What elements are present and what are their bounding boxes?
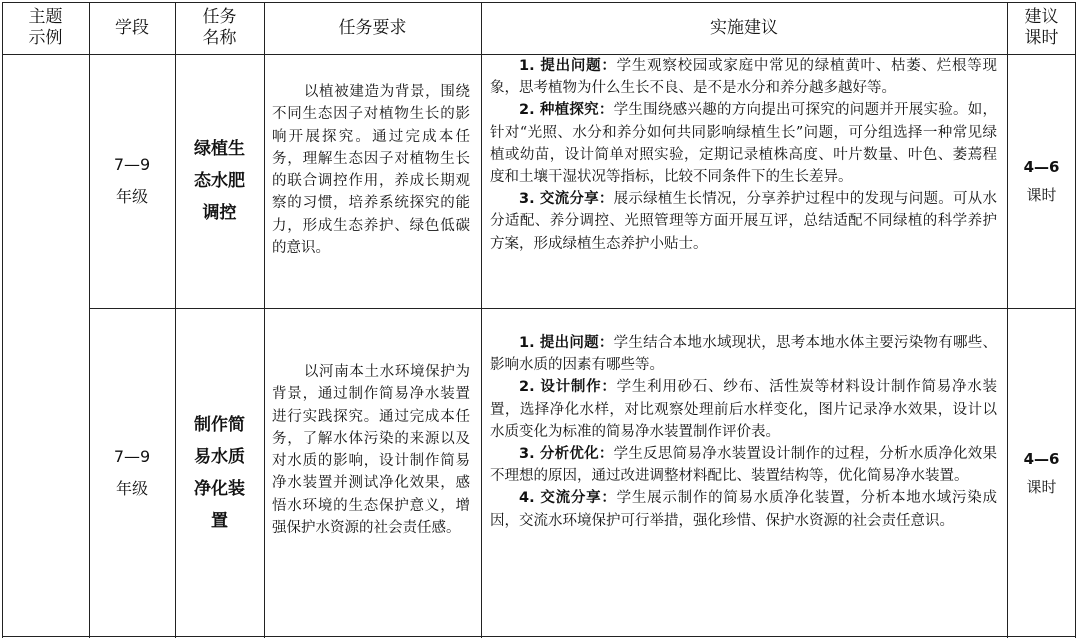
header-requirement-label: 任务要求: [338, 17, 407, 38]
header-divider: [2, 54, 1076, 55]
row-1-task-name-line-3: 调控: [202, 203, 237, 223]
row-1-task-name: [175, 54, 264, 308]
row-1-suggestions: [481, 55, 1007, 255]
suggestion-label: 3. 交流分享：: [519, 191, 614, 208]
row-1-task-name-line-2: 态水肥: [194, 171, 245, 191]
header-hours-line-1: 建议: [1024, 7, 1059, 27]
suggestion-text: 学生反思简易净水装置设计制作的过程，分析水质净化效果不理想的原因，通过改进调整材料配比、装置结构等，优化简易净水装置。: [490, 446, 997, 485]
suggestion-text: 学生围绕感兴趣的方向提出可探究的问题并开展实验。如，针对“光照、水分和养分如何共同影响绿植生长”问题，可分组选择一种常见绿植或幼苗，设计简单对照实验，定期记录植株高度、叶片数量、叶色、萎蔫程度和土壤干湿状况等指标，比较不同条件下的生长差异。: [490, 102, 997, 186]
column-divider: [89, 2, 90, 638]
header-task-name: [175, 2, 264, 54]
table-border-right: [1075, 2, 1076, 638]
suggestion-text: 展示绿植生长情况，分享养护过程中的发现与问题。可从水分适配、养分调控、光照管理等方面开展互评，总结适配不同绿植的科学养护方案，形成绿植生态养护小贴士。: [490, 191, 997, 252]
suggestion-text: 学生展示制作的简易水质净化装置，分析本地水域污染成因，交流水环境保护可行举措，强化珍惜、保护水资源的社会责任意识。: [490, 490, 997, 529]
suggestion-item: [490, 99, 997, 188]
row-1-stage-line-2: 年级: [115, 187, 148, 206]
row-2-hours-unit: 课时: [1026, 478, 1057, 496]
suggestion-item: [490, 188, 997, 255]
suggestion-item: [490, 376, 997, 443]
suggestion-item: [490, 443, 997, 487]
row-2-task-name-line-3: 净化装: [194, 479, 245, 499]
table-border-left: [2, 2, 3, 638]
row-1-task-name-line-1: 绿植生: [194, 139, 245, 159]
row-2-stage-line-1: 7—9: [113, 447, 151, 466]
row-2-suggestions: [481, 332, 1007, 532]
header-theme-line-1: 主题: [28, 7, 63, 27]
column-divider: [481, 2, 482, 638]
header-theme-line-2: 示例: [28, 28, 63, 48]
suggestion-label: 2. 设计制作：: [519, 379, 617, 396]
row-1-stage-line-1: 7—9: [113, 155, 151, 174]
row-2-task-name-line-2: 易水质: [194, 447, 245, 467]
row-2-hours-value: 4—6: [1023, 450, 1060, 468]
suggestion-item: [490, 55, 997, 99]
header-hours-line-2: 课时: [1024, 28, 1059, 48]
row-2-stage: [89, 308, 175, 638]
row-2-task-name-line-4: 置: [211, 511, 228, 531]
header-task-name-line-2: 名称: [202, 28, 237, 48]
row-1-requirement: 以植被建造为背景，围绕不同生态因子对植物生长的影响开展探究。通过完成本任务，理解生态因子对植物生长的联合调控作用，养成长期观察的习惯，培养系统探究的能力，形成生态养护、绿色低碳的意识。: [272, 84, 470, 257]
suggestion-text: 学生利用砂石、纱布、活性炭等材料设计制作简易净水装置，选择净化水样，对比观察处理前后水样变化，图片记录净水效果，设计以水质变化为标准的简易净水装置制作评价表。: [490, 379, 997, 440]
row-2-task-name-line-1: 制作简: [194, 415, 245, 435]
row-1-hours-unit: 课时: [1026, 186, 1057, 204]
table-border-bottom: [2, 636, 1076, 637]
suggestion-text: 学生结合本地水域现状，思考本地水体主要污染物有哪些、影响水质的因素有哪些等。: [490, 335, 997, 374]
row-2-task-name: [175, 308, 264, 638]
row-1-hours: [1007, 54, 1076, 308]
row-2-hours: [1007, 308, 1076, 638]
row-2-stage-line-2: 年级: [115, 479, 148, 498]
suggestion-label: 1. 提出问题：: [519, 335, 614, 351]
suggestion-item: [490, 332, 997, 376]
row-divider: [89, 308, 1076, 309]
row-1-hours-value: 4—6: [1023, 158, 1060, 176]
table-border-top: [2, 2, 1076, 3]
header-requirement: [264, 2, 481, 54]
row-2-requirement: 以河南本土水环境保护为背景，通过制作简易净水装置进行实践探究。通过完成本任务，了解水体污染的来源以及对水质的影响，设计制作简易净水装置并测试净化效果，感悟水环境的生态保护意义，增强保护水资源的社会责任感。: [272, 364, 470, 537]
header-theme: [2, 2, 89, 54]
column-divider: [264, 2, 265, 638]
suggestion-label: 1. 提出问题：: [519, 58, 617, 74]
header-stage-label: 学段: [115, 17, 149, 38]
row-1-stage: [89, 54, 175, 308]
suggestion-label: 4. 交流分享：: [519, 490, 617, 507]
column-divider: [175, 2, 176, 638]
suggestion-label: 2. 种植探究：: [519, 102, 614, 119]
header-stage: [89, 2, 175, 54]
header-hours: [1007, 2, 1076, 54]
header-suggestion-label: 实施建议: [710, 17, 778, 38]
suggestion-label: 3. 分析优化：: [519, 446, 614, 463]
suggestion-text: 学生观察校园或家庭中常见的绿植黄叶、枯萎、烂根等现象，思考植物为什么生长不良、是不是水分和养分越多越好等。: [490, 58, 997, 97]
header-task-name-line-1: 任务: [202, 7, 237, 27]
curriculum-table: [2, 2, 1076, 638]
header-suggestion: [481, 2, 1007, 54]
column-divider: [1007, 2, 1008, 638]
suggestion-item: [490, 487, 997, 531]
